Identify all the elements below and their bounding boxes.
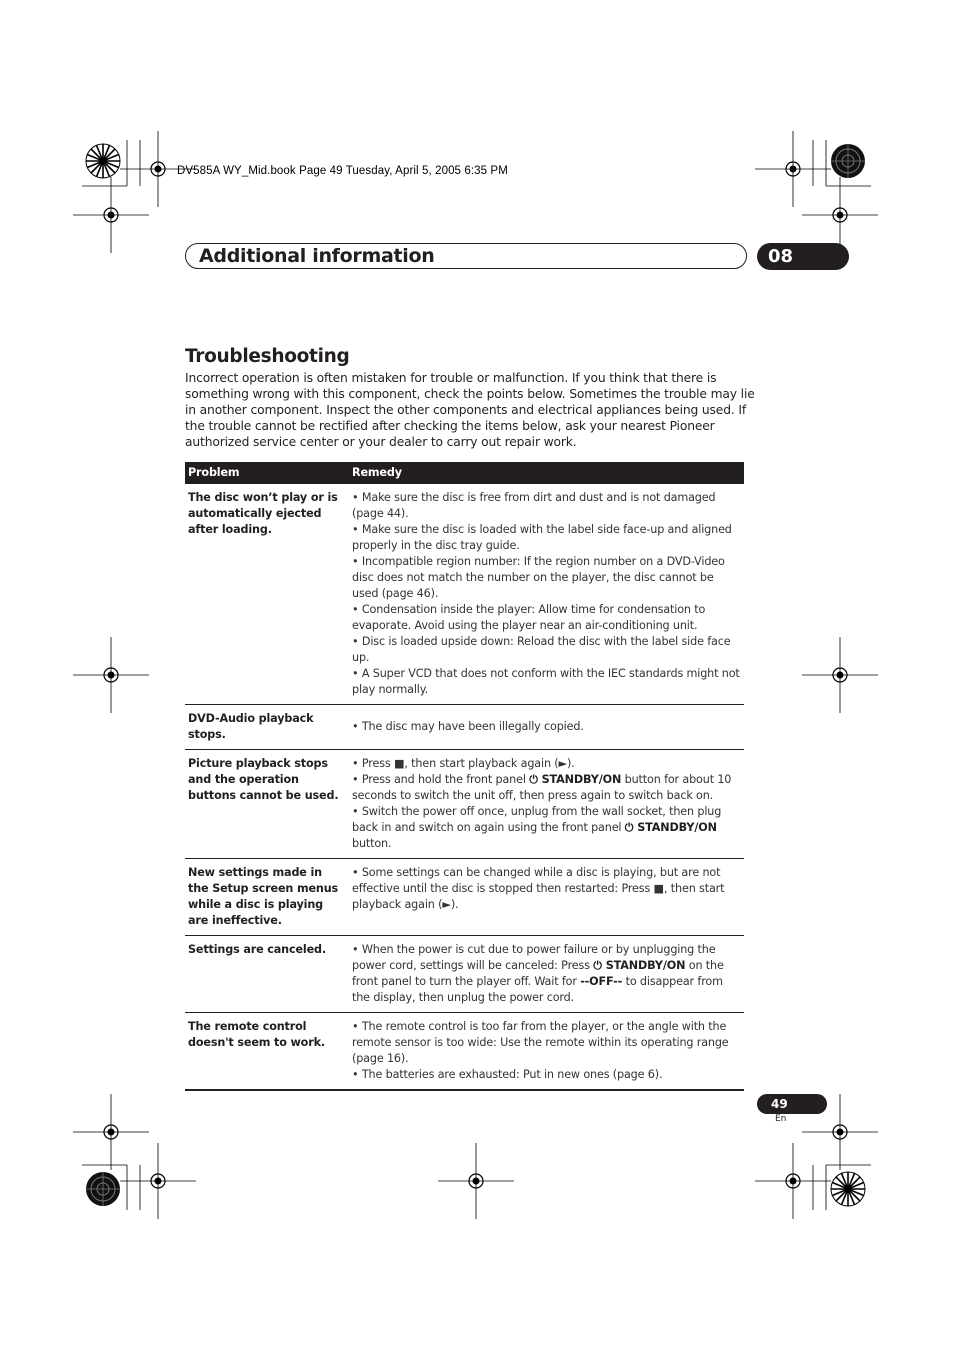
remedy-item: • Incompatible region number: If the region number on a DVD-Video disc does not match the number on the player, the disc cannot be used (page 46). [352,555,725,600]
crop-star-icon [86,1172,120,1206]
problem-cell: New settings made in the Setup screen menus while a disc is playing are ineffective. [185,859,348,936]
problem-cell: Picture playback stops and the operation buttons cannot be used. [185,750,348,859]
remedy-item: • Make sure the disc is free from dirt and dust and is not damaged (page 44). [352,491,716,520]
crop-star-icon [86,144,120,178]
standby-on-label: ⏻ STANDBY/ON [624,821,717,834]
remedy-cell [348,859,744,936]
remedy-cell [348,1013,744,1091]
remedy-item: • Make sure the disc is loaded with the label side face-up and aligned properly in the disc tray guide. [352,523,732,552]
problem-cell: The disc won’t play or is automatically ejected after loading. [185,484,348,705]
table-row [185,859,744,936]
problem-cell: Settings are canceled. [185,936,348,1013]
remedy-item [352,942,741,1006]
remedy-item: • The batteries are exhausted: Put in new ones (page 6). [352,1068,663,1081]
remedy-text: • Switch the power off once, unplug from the wall socket, then plug back in and switch on again using the front panel [352,805,722,834]
remedy-text: • Press and hold the front panel [352,773,530,786]
print-header: DV585A WY_Mid.book Page 49 Tuesday, April 5, 2005 6:35 PM [177,165,508,177]
remedy-cell [348,705,744,750]
remedy-text: • When the power is cut due to power failure or by unplugging the power cord, settings will be canceled: Press [352,943,716,972]
table-row [185,484,744,705]
remedy-text: button. [352,837,392,850]
table-row [185,750,744,859]
remedy-item [352,772,741,804]
remedy-item: • The remote control is too far from the player, or the angle with the remote sensor is too wide: Use the remote within its operating range (page 16). [352,1020,729,1065]
remedy-item: • The disc may have been illegally copied. [352,720,584,733]
column-header-problem: Problem [185,462,348,484]
crop-star-icon [831,1172,865,1206]
table-row [185,1013,744,1091]
column-header-remedy: Remedy [348,462,744,484]
page-number: 49 [771,1097,788,1111]
remedy-text: button for about 10 seconds to switch the unit off, then press again to switch back on. [352,773,732,802]
remedy-cell [348,484,744,705]
remedy-item: • Some settings can be changed while a disc is playing, but are not effective until the disc is stopped then restarted: Press ■, then start playback again (►). [352,866,725,911]
section-title: Additional information [199,245,435,267]
remedy-item: • Disc is loaded upside down: Reload the disc with the label side face up. [352,635,731,664]
remedy-item: • A Super VCD that does not conform with the IEC standards might not play normally. [352,667,740,696]
troubleshooting-table [185,462,744,1091]
remedy-text: on the front panel to turn the player off. Wait for [352,959,724,988]
intro-paragraph: Incorrect operation is often mistaken for trouble or malfunction. If you think that there is something wrong with this component, check the points below. Sometimes the trouble may lie in another component. Inspect the other components and electrical appliances being used. If the trouble cannot be rectified after checking the items below, ask your nearest Pioneer authorized service center or your dealer to carry out repair work. [185,371,755,449]
page-title: Troubleshooting [185,346,350,367]
language-code: En [775,1114,787,1124]
table-row [185,705,744,750]
remedy-text: to disappear from the display, then unplug the power cord. [352,975,723,1004]
remedy-item: • Press ■, then start playback again (►). [352,757,575,770]
remedy-item [352,804,741,852]
standby-on-label: ⏻ STANDBY/ON [593,959,686,972]
table-row [185,936,744,1013]
crop-star-icon [831,144,865,178]
table-header-row [185,462,744,484]
problem-cell: DVD-Audio playback stops. [185,705,348,750]
standby-on-label: ⏻ STANDBY/ON [529,773,622,786]
problem-cell: The remote control doesn't seem to work. [185,1013,348,1091]
off-display-label: --OFF-- [580,975,623,988]
remedy-item: • Condensation inside the player: Allow time for condensation to evaporate. Avoid using the player near an air-conditioning unit. [352,603,706,632]
remedy-cell [348,936,744,1013]
page-number-pill [757,1094,827,1114]
remedy-cell [348,750,744,859]
chapter-number: 08 [768,246,794,267]
